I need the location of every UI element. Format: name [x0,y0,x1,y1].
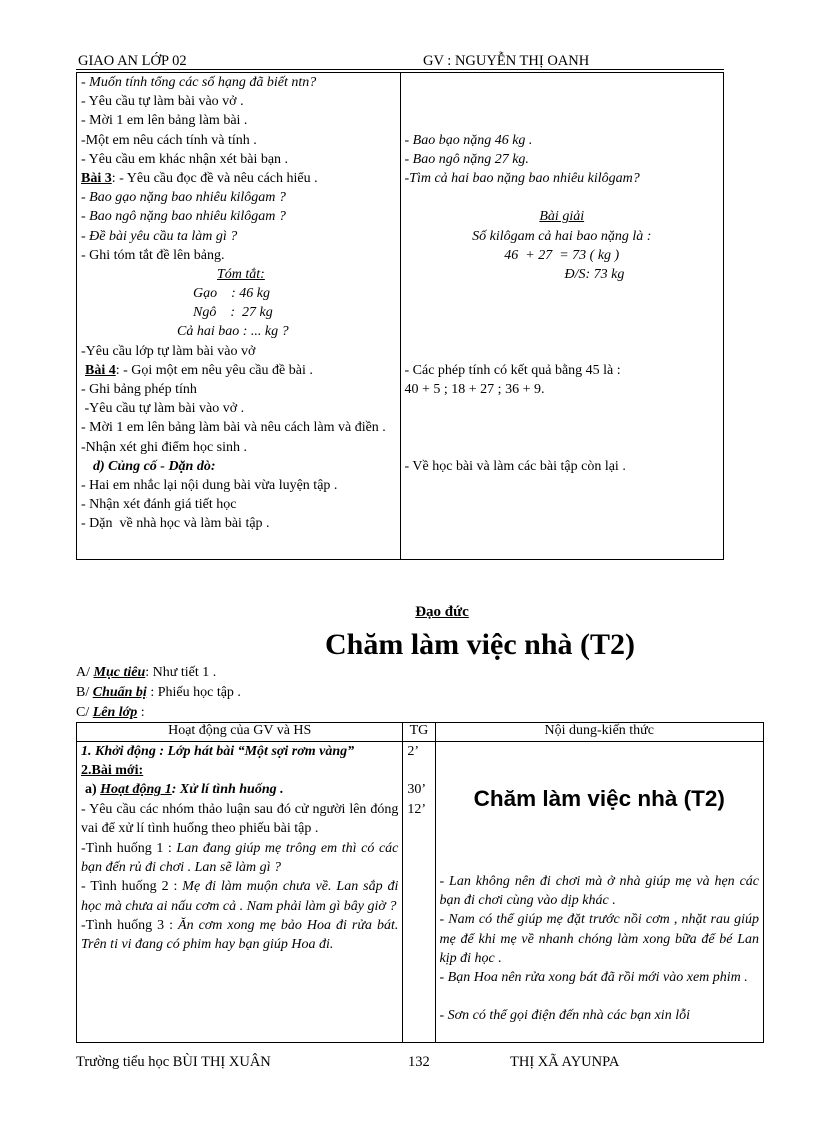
text-line: -Yêu cầu lớp tự làm bài vào vở [81,343,256,359]
situation-3 [81,916,398,954]
summary-corn: Ngô : 27 kg [193,305,273,321]
time-value: 30’ [407,782,427,798]
item-label: C/ [76,705,90,720]
exercise-text: : - Yêu cầu đọc đề và nêu cách hiểu . [111,170,318,186]
text-line: - Bao gạo nặng bao nhiêu kilôgam ? [81,190,286,206]
activity-cell [77,742,403,1043]
activity-1-heading [81,780,398,799]
situation-label: - Tình huống 2 : [81,879,178,895]
teacher-activity-cell [77,73,401,560]
text-line: -Yêu cầu tự làm bài vào vở . [81,401,245,417]
item-value: : [137,705,145,720]
text-line: - Bao bạo nặng 46 kg . [404,132,533,148]
text-line: 40 + 5 ; 18 + 27 ; 36 + 9. [404,382,545,398]
summary-title: Tóm tắt: [217,266,265,282]
header-rule [76,69,724,70]
situation-text: Mẹ đi làm muộn chưa về. Lan sắp đi học mà chưa ai nấu cơm cả . Nam phải làm gì bây giờ ? [81,879,399,914]
time-value: 12’ [407,801,427,817]
footer-school: Trường tiểu học BÙI THỊ XUÂN [76,1054,271,1070]
text-line: - Các phép tính có kết quả bằng 45 là : [404,362,621,378]
answer-text: - Lan không nên đi chơi mà ở nhà giúp mẹ và hẹn các bạn đi chơi cùng vào dịp khác . [439,874,759,909]
text-line: - Nhận xét đánh giá tiết học [81,497,237,513]
solution-line: Số kilôgam cả hai bao nặng là : [472,228,652,244]
text-line: - Bao ngô nặng 27 kg. [404,151,529,167]
activity-text: : Xử lí tình huống . [171,782,284,798]
solution-answer: Đ/S: 73 kg [564,266,625,282]
content-cell [400,73,724,560]
solution-line: 46 + 27 = 73 ( kg ) [504,247,620,263]
answer-text: - Bạn Hoa nên rửa xong bát đã rồi mới vào xem phim . [439,970,748,986]
page-number: 132 [408,1054,430,1070]
activity-label: Hoạt động 1 [100,782,172,798]
exercise-label: Bài 3 [81,170,112,186]
item-label: A/ [76,665,90,680]
text-line: -Nhận xét ghi điểm học sinh . [81,439,248,455]
text-line: - Yêu cầu em khác nhận xét bài bạn . [81,151,289,167]
item-label: B/ [76,685,90,700]
lesson-table-2 [76,722,764,1043]
text-line: - Đề bài yêu cầu ta làm gì ? [81,228,238,244]
exercise-text: : - Gọi một em nêu yêu cầu đề bài . [115,362,313,378]
activity-prefix: a) [85,782,101,798]
text-line: - Mời 1 em lên bảng làm bài và nêu cách làm và điền . [81,420,386,436]
situation-label: -Tình huống 3 : [81,917,174,933]
exercise-3-line [81,169,396,188]
time-cell [403,742,435,1043]
text-line: - Bao ngô nặng bao nhiêu kilôgam ? [81,209,286,225]
content-title: Chăm làm việc nhà (T2) [473,786,725,811]
item-value: : Như tiết 1 . [145,665,217,680]
col-header-activity: Hoạt động của GV và HS [77,723,403,742]
text-line: -Tìm cả hai bao nặng bao nhiêu kilôgam? [404,170,640,186]
consolidation-heading: d) Củng cố - Dặn dò: [93,458,216,474]
text-block: - Yêu cầu các nhóm thảo luận sau đó cử người lên đóng vai để xử lí tình huống theo phiếu bài tập . [81,801,399,836]
situation-1 [81,839,398,877]
procedure-line [76,703,145,722]
text-line: - Ghi bảng phép tính [81,382,197,397]
col-header-time: TG [403,723,435,742]
objectives-line [76,663,216,682]
text-line: - Hai em nhắc lại nội dung bài vừa luyện tập . [81,477,338,493]
header-right: GV : NGUYỄN THỊ OANH [423,53,590,69]
lesson-table-1 [76,72,724,560]
lesson-title: Chăm làm việc nhà (T2) [325,628,635,661]
situation-label: -Tình huống 1 : [81,840,172,856]
solution-title: Bài giải [539,209,585,225]
col-header-content: Nội dung-kiến thức [435,723,764,742]
header-left: GIAO AN LỚP 02 [78,53,187,69]
footer-town: THỊ XÃ AYUNPA [510,1054,620,1070]
answer-text: - Sơn có thể gọi điện đến nhà các bạn xin lỗi [439,1008,690,1024]
exercise-label: Bài 4 [85,362,116,378]
text-line: - Ghi tóm tắt đề lên bảng. [81,247,225,263]
text-line: - Yêu cầu tự làm bài vào vở . [81,94,244,110]
summary-rice: Gạo : 46 kg [193,286,270,302]
text-line: - Dặn về nhà học và làm bài tập . [81,516,270,532]
new-lesson-heading: 2.Bài mới: [81,763,144,779]
situation-2 [81,877,398,915]
item-value: : Phiếu học tập . [146,685,241,700]
text-line: - Về học bài và làm các bài tập còn lại . [404,458,626,474]
item-key: Lên lớp [92,705,138,720]
text-line: - Mời 1 em lên bảng làm bài . [81,113,248,129]
time-value: 2’ [407,744,420,759]
exercise-4-line [81,361,396,380]
item-key: Mục tiêu [93,665,146,680]
text-line: - Muốn tính tổng các số hạng đã biết ntn? [81,75,317,90]
situation-text: Lan đang giúp mẹ trông em thì có các bạn đến rủ đi chơi . Lan sẽ làm gì ? [81,840,399,876]
summary-total: Cả hai bao : ... kg ? [177,324,289,340]
item-key: Chuẩn bị [92,685,147,700]
knowledge-cell [435,742,764,1043]
preparation-line [76,683,241,702]
warmup-text: 1. Khởi động : Lớp hát bài “Một sợi rơm vàng” [81,744,355,759]
subject-heading: Đạo đức [415,604,469,620]
answer-text: - Nam có thể giúp mẹ đặt trước nồi cơm , nhặt rau giúp mẹ để khi mẹ về nhanh chóng làm xong bữa để bé Lan kịp đi học . [439,912,759,966]
situation-text: Ăn cơm xong mẹ bảo Hoa đi rửa bát. Trên ti vi đang có phim hay bạn giúp Hoa đi. [81,917,399,952]
text-line: -Một em nêu cách tính và tính . [81,132,257,148]
